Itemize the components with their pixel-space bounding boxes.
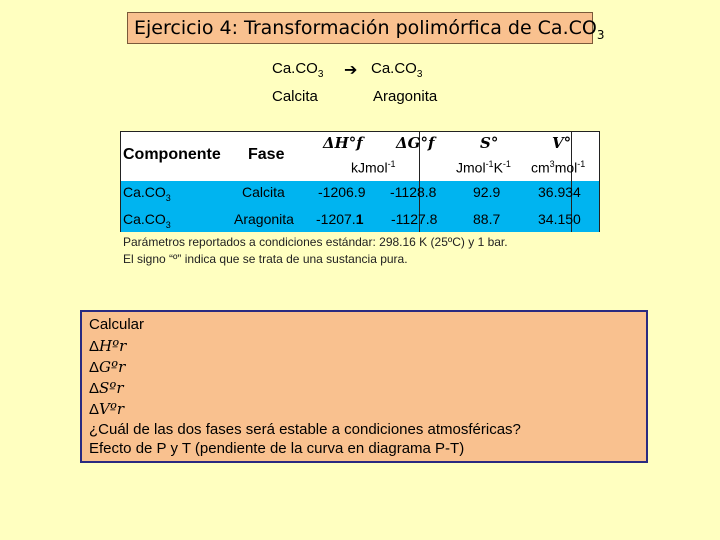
note-symbol: El signo “º” indica que se trata de una sustancia pura. [123,252,408,266]
header-fase: Fase [248,146,285,163]
calc-item-enthalpy: ΔHºr [89,337,127,355]
thermo-table [120,131,600,232]
calc-item-gibbs: ΔGºr [89,358,126,376]
exercise-box [80,310,648,463]
row2-dG: -1127.8 [391,211,438,227]
product-formula: $Ca.CO_3$ [371,60,423,80]
note-conditions: Parámetros reportados a condiciones estándar: 298.16 K (25ºC) y 1 bar. [123,235,508,249]
reactant-formula: $Ca.CO_3$ [272,60,324,80]
row2-fase: Aragonita [234,211,294,227]
table-border-left [120,131,121,232]
header-componente: Componente [123,146,221,163]
row2-componente: $Ca.CO_3$ [123,211,171,230]
slide-title: Ejercicio 4: Transformación polimórfica de $Ca.CO_3$ [134,17,605,42]
product-name: Aragonita [373,88,438,105]
row2-V: 34.150 [538,211,581,227]
row1-V: 36.934 [538,184,581,200]
header-entropy: S° [480,134,499,152]
reaction-arrow-icon: ➔ [344,62,358,79]
row2-S: 88.7 [473,211,501,227]
calc-question-stability: ¿Cuál de las dos fases será estable a condiciones atmosféricas? [89,421,521,438]
title-box [127,12,605,44]
calc-question-slope: Efecto de P y T (pendiente de la curva en diagrama P-T) [89,440,465,457]
row1-S: 92.9 [473,184,501,200]
header-enthalpy: ΔH°f [323,134,363,152]
row1-componente: $Ca.CO_3$ [123,184,171,203]
table-border-right [599,131,600,232]
unit-energy: kJmol$^{-1}$ [351,159,396,176]
row1-dH: -1206.9 [318,184,366,200]
unit-entropy: $Jmol^{-1}K^{-1}$ [456,159,511,176]
row1-fase: Calcita [242,184,285,200]
reactant-name: Calcita [272,88,318,105]
calc-item-entropy: ΔSºr [89,379,124,397]
row2-dH: -1207.1 [316,211,364,227]
calc-item-volume: ΔVºr [89,400,125,418]
row1-dG: -1128.8 [390,184,437,200]
header-gibbs: ΔG°f [396,134,435,152]
header-volume: V° [552,134,572,152]
table-border-top [120,131,600,132]
unit-volume: $cm^3mol^{-1}$ [531,159,586,176]
calc-heading: Calcular [89,316,145,333]
